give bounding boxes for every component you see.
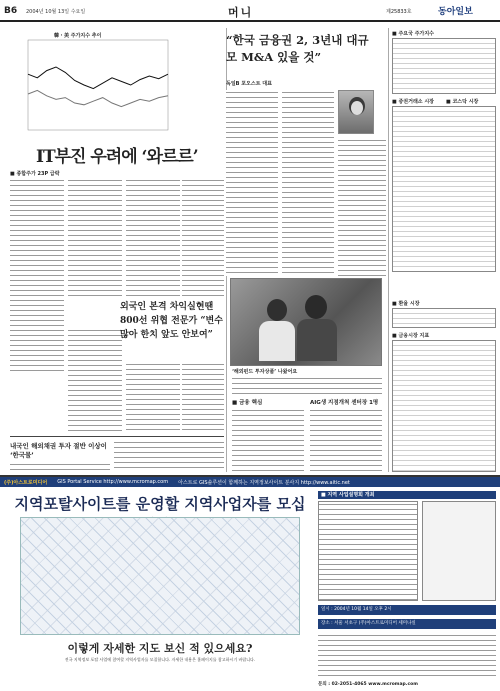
ad-schedule-2: 장소 : 서울 서초구 (주)아스트로미디어 세미나실 (318, 619, 496, 629)
chart-frame (28, 40, 168, 130)
article-text (282, 90, 334, 276)
fund-photo (230, 278, 382, 366)
masthead-logo: 동아일보 (438, 7, 473, 17)
fx-table (392, 308, 496, 328)
page-number: B6 (4, 6, 18, 16)
chart-series-line-1 (28, 67, 168, 89)
news-brief-title: AIG생 지점개척 센터장 1명 (310, 400, 379, 406)
brief-headline: 내국인 해외채권 투자 절반 이상이 ‘한국물’ (10, 442, 107, 459)
main-byline: ■ 종합주가 23P 급락 (10, 171, 60, 177)
article-text (310, 408, 382, 472)
table-title: ■ 코스닥 시장 (446, 99, 479, 105)
article-text (232, 408, 304, 472)
ad-slogan: 이렇게 자세한 지도 보신 적 있으세요? (67, 642, 253, 655)
sub-headline: 외국인 본격 차익실현땐 800선 위협 전문가 “변수 많아 한치 앞도 안보여” (120, 302, 223, 340)
article-text (126, 362, 180, 432)
issue-number: 제25833호 (386, 9, 412, 15)
ad-bar-right: 아스트로 GIS솔루션이 함께하는 지역정보사이트 분사지 http://www.aitic.net (178, 479, 350, 486)
stock-chart (14, 30, 174, 138)
ad-detail-text (318, 633, 496, 677)
article-text (114, 440, 224, 472)
ad-subtext: 전국 지역정보 포탈 사업에 참여할 지역사업자를 모집합니다. 자세한 내용은 홈페이지를 참고하시기 바랍니다. (64, 657, 256, 662)
market-table (392, 106, 496, 272)
ad-info-text (318, 501, 418, 601)
news-brief-title: ■ 금융 핵심 (232, 400, 263, 406)
ad-map-image (20, 517, 300, 635)
article-text (126, 178, 180, 296)
article-text (68, 328, 122, 432)
ad-section-header: ■ 지역 사업설명회 개최 (318, 491, 496, 499)
table-title: ■ 주요국 주가지수 (392, 31, 435, 37)
article-text (182, 178, 224, 296)
section-title: 머니 (228, 6, 254, 19)
article-text (10, 178, 64, 374)
article-text (338, 138, 386, 276)
caption-text (232, 376, 382, 394)
article-text (10, 462, 110, 472)
stock-index-table (392, 38, 496, 94)
page-header (0, 0, 500, 22)
ad-logo: (주)아스트로미디어 (4, 479, 48, 486)
chart-svg (14, 30, 174, 138)
ad-contact[interactable]: 문의 : 02-2051-4065 www.mcromap.com (318, 682, 418, 687)
ad-screenshot (422, 501, 496, 601)
ad-schedule-1: 일시 : 2004년 10월 14일 오후 2시 (318, 605, 496, 615)
article-text (226, 90, 278, 276)
photo-caption: ‘해외펀드 투자상품’ 나왔어요 (232, 369, 298, 375)
indicator-table (392, 340, 496, 472)
column-divider (388, 28, 389, 472)
interview-headline: “한국 금융권 2, 3년내 대규모 M&A 있을 것” (226, 33, 369, 64)
article-text (182, 362, 224, 432)
main-headline: IT부진 우려에 ‘와르르’ (36, 147, 198, 167)
divider (10, 436, 224, 437)
table-title: ■ 환율 시장 (392, 301, 420, 307)
advertisement[interactable] (0, 475, 500, 691)
table-title: ■ 증권거래소 시장 (392, 99, 435, 105)
ad-top-bar (0, 477, 500, 487)
article-text (68, 178, 122, 298)
table-title: ■ 금융시장 지표 (392, 333, 430, 339)
chart-title: 韓・美 주가지수 추이 (54, 33, 102, 39)
interview-subtitle: 독일B 포오스트 대표 (226, 81, 272, 87)
ad-bar-text: GIS Portal Service http://www.mcromap.com (57, 479, 169, 485)
interviewee-photo (338, 90, 374, 134)
chart-series-line-2 (28, 90, 168, 106)
issue-date: 2004년 10월 13일 수요일 (26, 9, 86, 15)
ad-title: 지역포탈사이트를 운영할 지역사업자를 모십 (14, 495, 306, 513)
